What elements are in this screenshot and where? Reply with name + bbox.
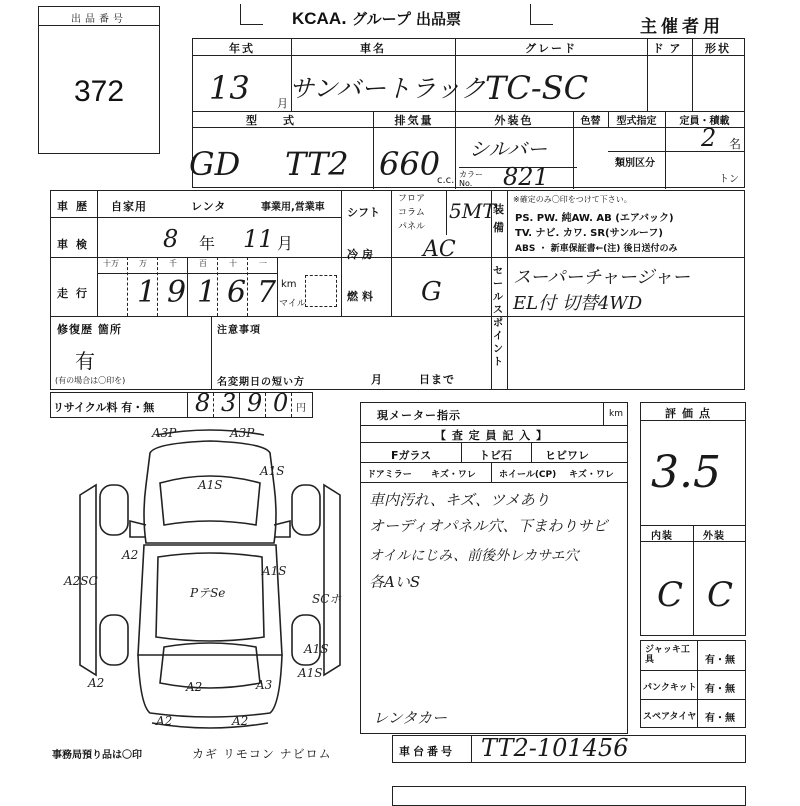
inspection-year-value: 8	[163, 225, 179, 253]
chassis-value: TT2-101456	[481, 734, 629, 762]
mileage-digit-1: 1	[137, 275, 157, 310]
mileage-place-1: 一	[259, 259, 267, 268]
mileage-place-100: 百	[199, 259, 207, 268]
color-header: 外装色	[494, 114, 534, 127]
header-title-text: . グループ 出品票	[341, 10, 462, 28]
shift-option-panel: パネル	[398, 222, 426, 232]
shift-label: シフト	[347, 206, 380, 219]
capacity-value: 2	[701, 124, 717, 152]
puncture-kit-label: パンクキット	[643, 683, 697, 693]
repair-history-value: 有	[75, 349, 95, 373]
rental-label: レンタ	[191, 200, 227, 213]
mark-left-side: A2SC	[64, 574, 98, 588]
day-until-label: 日まで	[419, 373, 455, 386]
recycle-digit-1: 8	[195, 389, 211, 417]
mileage-label: 走行	[57, 287, 95, 300]
door-mirror-label: ドアミラー	[367, 470, 412, 480]
repair-history-note: (有の場合は〇印を)	[55, 376, 126, 385]
inspector-note-2: オーディオパネル穴、下まわりサビ	[369, 517, 608, 535]
capacity-unit: 名	[729, 137, 742, 151]
mark-right-side: SCホ	[312, 592, 342, 606]
meter-unit: km	[609, 409, 623, 419]
month-label: 月	[371, 373, 383, 386]
year-header: 年式	[229, 42, 255, 55]
displacement-value: 660	[379, 145, 441, 183]
mark-front-right: A3P	[230, 426, 255, 440]
mirror-damage-label: キズ・ワレ	[431, 470, 476, 480]
equipment-line-1: PS. PW. 純AW. AB (エアバック)	[515, 213, 674, 224]
mark-rear-bumper-center: A2	[186, 680, 203, 694]
brand-logo: KCAA	[292, 9, 342, 28]
mark-front-left: A3P	[152, 426, 177, 440]
cert-header: 型式指定	[616, 116, 657, 127]
spare-tire-label: スペアタイヤ	[643, 712, 697, 722]
business-label: 事業用,営業車	[261, 202, 325, 213]
ac-value: AC	[423, 237, 456, 262]
color-number-value: 821	[503, 163, 549, 191]
cc-unit: c.c.	[437, 175, 455, 186]
mileage-place-10k: 万	[139, 259, 147, 268]
inspector-note-4: 各AいS	[369, 573, 421, 591]
mileage-digit-2: 9	[167, 275, 187, 310]
lot-box	[38, 6, 160, 154]
mileage-extra-box	[305, 275, 337, 307]
exterior-value: C	[707, 575, 734, 615]
shift-value: 5MT	[449, 199, 496, 223]
door-header: ドア	[652, 42, 687, 55]
basic-info-grid	[189, 38, 745, 191]
repair-history-label: 修復歴 箇所	[57, 323, 122, 336]
year-month-unit: 月	[277, 97, 288, 110]
lot-label: 出品番号	[71, 14, 127, 25]
recycle-digit-3: 9	[247, 389, 263, 417]
recycle-label: リサイクル料 有・無	[53, 401, 155, 414]
exterior-label: 外装	[703, 531, 725, 542]
mark-left-rear: A2	[88, 676, 105, 690]
car-name-header: 車名	[360, 42, 386, 55]
stone-chip-label: トビ石	[479, 449, 512, 462]
shift-option-floor: フロア	[398, 194, 426, 204]
ac-label: 冷房	[347, 248, 377, 261]
front-left-wheel	[100, 485, 128, 535]
sales-point-line-1: スーパーチャージャー	[513, 267, 690, 288]
organizer-label: 主催者用	[640, 17, 724, 37]
inspector-header: 【 査 定 員 記 入 】	[435, 429, 548, 442]
history-label: 車歴	[57, 200, 95, 213]
wheel-damage-label: キズ・ワレ	[569, 470, 614, 480]
rear-left-wheel	[100, 615, 128, 665]
footer-office-note: 事務局預り品は〇印	[52, 750, 142, 761]
mark-left-fender: A1S	[260, 464, 285, 478]
header-bracket-right	[530, 4, 553, 25]
color-number-label: カラーNo.	[459, 170, 483, 188]
year-value: 13	[209, 69, 250, 107]
meter-label: 現メーター指示	[377, 409, 461, 422]
chassis-label: 車台番号	[399, 745, 455, 758]
header-title	[292, 8, 461, 29]
mark-right-rear: A3	[256, 678, 273, 692]
fglass-label: Fガラス	[391, 449, 432, 462]
recycle-row	[50, 389, 313, 418]
crack-label: ヒビワレ	[545, 449, 589, 462]
recycle-digit-4: 0	[273, 389, 289, 417]
spare-tire-value: 有・無	[705, 713, 735, 724]
car-damage-diagram	[60, 425, 360, 735]
front-right-wheel	[292, 485, 320, 535]
notes-label: 注意事項	[217, 325, 261, 336]
mile-unit: マイル	[279, 299, 306, 309]
bottom-cutoff-box	[392, 786, 746, 806]
equipment-line-3: ABS ・ 新車保証書←(注) 後日送付のみ	[515, 244, 678, 254]
mileage-digit-3: 1	[197, 275, 217, 310]
rear-window	[160, 643, 260, 688]
inspection-label: 車検	[57, 238, 95, 251]
shift-option-column: コラム	[398, 208, 425, 218]
rear-right-wheel	[292, 615, 320, 665]
interior-label: 内装	[651, 531, 673, 542]
history-grid	[50, 190, 745, 390]
mileage-digit-4: 6	[227, 275, 247, 310]
interior-value: C	[657, 575, 684, 615]
jack-value: 有・無	[705, 655, 735, 666]
mark-right-front-door: A1S	[262, 564, 287, 578]
wheel-label: ホイール(CP)	[499, 470, 557, 480]
jack-label: ジャッキ工具	[645, 645, 690, 665]
model-prefix-value: GD	[189, 145, 241, 183]
tools-box	[640, 640, 746, 728]
inspection-month-value: 11	[243, 225, 274, 253]
inspection-year-unit: 年	[199, 234, 217, 253]
score-box	[640, 402, 746, 636]
car-name-value: サンバートラック	[289, 74, 486, 103]
chassis-box	[392, 735, 746, 763]
equipment-note: ※確定のみ〇印をつけて下さい。	[513, 195, 632, 204]
color-value: シルバー	[469, 137, 548, 161]
mark-left-front-door: A2	[122, 548, 139, 562]
inspector-note-3: オイルにじみ、前後外レカサエ穴	[369, 548, 579, 564]
model-header: 型式	[246, 114, 320, 127]
grade-header: グレード	[525, 42, 577, 55]
score-label: 評価点	[665, 407, 716, 420]
mark-rear-bumper-right: A2	[232, 714, 249, 728]
car-outline-front	[144, 441, 276, 543]
equipment-line-2: TV. ナビ. カワ. SR(サンルーフ)	[515, 228, 663, 239]
displacement-header: 排気量	[394, 114, 434, 127]
mileage-place-1k: 千	[169, 259, 177, 268]
lot-number: 372	[73, 75, 125, 108]
inspector-box	[360, 402, 628, 734]
private-use-label: 自家用	[111, 200, 147, 213]
recycle-digit-2: 3	[221, 389, 237, 417]
footer-items: カギ リモコン ナビロム	[192, 747, 332, 761]
inspector-note-1: 車内汚れ、キズ、ツメあり	[369, 491, 550, 509]
mark-rear-bumper-left: A2	[156, 714, 173, 728]
inspection-month-unit: 月	[277, 234, 295, 253]
model-value: TT2	[285, 145, 349, 183]
recycle-yen-unit: 円	[296, 403, 306, 414]
car-body	[138, 545, 282, 655]
ton-unit: トン	[719, 174, 739, 185]
sales-point-label: セールスポイント	[493, 266, 503, 368]
header-bracket-left	[240, 4, 263, 25]
mark-roof: PテSe	[190, 586, 226, 600]
repaint-header: 色替	[580, 116, 601, 127]
mark-right-quarter: A1S	[298, 666, 323, 680]
score-value: 3.5	[651, 447, 721, 498]
shape-header: 形状	[705, 42, 731, 55]
mark-right-tail: A1S	[304, 642, 329, 656]
sales-point-line-2: EL付 切替4WD	[513, 293, 643, 314]
equipment-label: 装備	[493, 203, 504, 234]
fuel-label: 燃料	[347, 290, 377, 303]
rental-car-note: レンタカー	[373, 709, 448, 727]
mileage-digit-5: 7	[257, 275, 277, 310]
mark-hood: A1S	[198, 478, 223, 492]
name-change-label: 名変期日の短い方	[217, 377, 305, 388]
class-label: 類別区分	[615, 158, 655, 169]
grade-value: TC-SC	[485, 69, 589, 107]
mileage-place-10: 十	[229, 259, 237, 268]
capacity-header: 定員・積載	[679, 116, 730, 127]
mileage-place-100k: 十万	[103, 259, 119, 268]
fuel-value: G	[421, 277, 442, 307]
puncture-kit-value: 有・無	[705, 684, 735, 695]
km-unit: km	[281, 279, 297, 290]
